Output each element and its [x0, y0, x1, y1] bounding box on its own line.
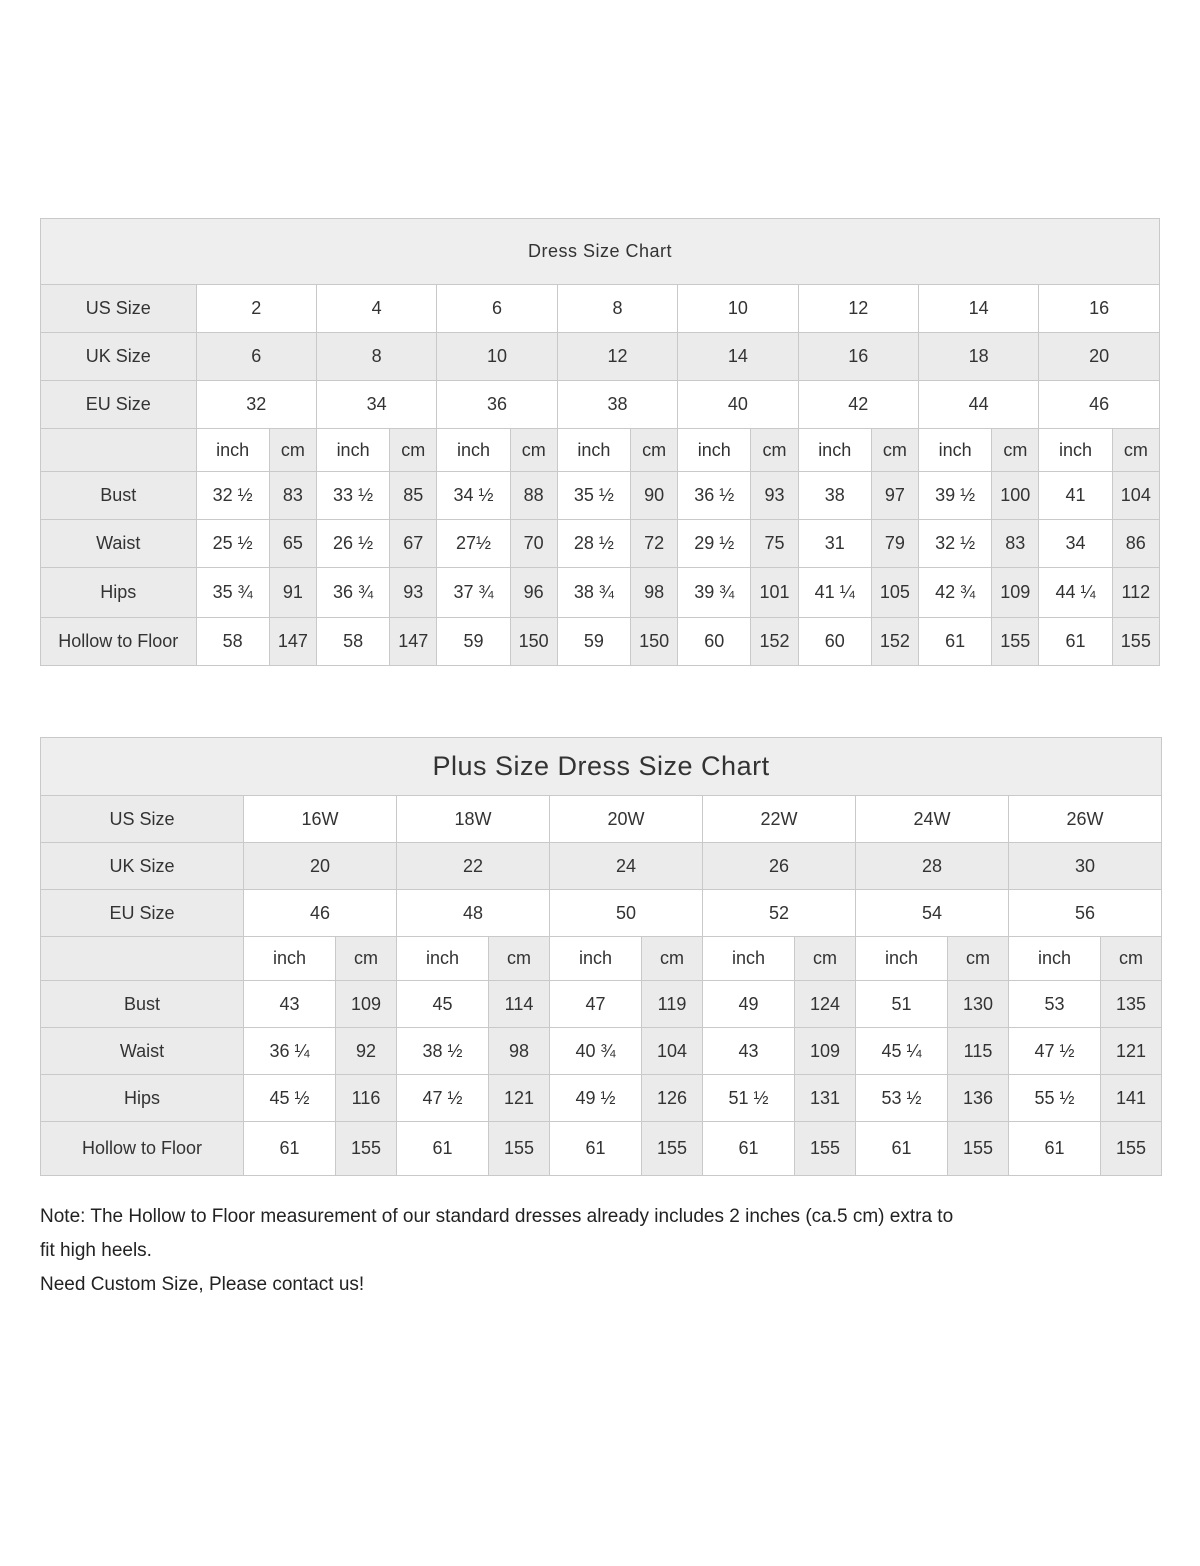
- row-label-hollow: Hollow to Floor: [41, 618, 197, 666]
- hollow-inch-value: 60: [798, 618, 871, 666]
- hollow-cm-value: 155: [336, 1122, 397, 1176]
- unit-cm-label: cm: [489, 937, 550, 981]
- bust-cm-value: 100: [992, 472, 1039, 520]
- waist-inch-value: 40 ¾: [550, 1028, 642, 1075]
- row-label-eu: EU Size: [41, 890, 244, 937]
- waist-inch-value: 43: [703, 1028, 795, 1075]
- uk-size-value: 6: [196, 333, 316, 381]
- waist-cm-value: 67: [390, 520, 437, 568]
- unit-cm-label: cm: [871, 429, 918, 472]
- unit-inch-label: inch: [397, 937, 489, 981]
- bust-cm-value: 114: [489, 981, 550, 1028]
- hips-inch-value: 49 ½: [550, 1075, 642, 1122]
- eu-size-value: 46: [1039, 381, 1160, 429]
- bust-inch-value: 47: [550, 981, 642, 1028]
- row-label-hips: Hips: [41, 1075, 244, 1122]
- waist-cm-value: 92: [336, 1028, 397, 1075]
- uk-size-value: 14: [678, 333, 798, 381]
- unit-inch-label: inch: [798, 429, 871, 472]
- hollow-cm-value: 155: [1112, 618, 1159, 666]
- uk-size-value: 24: [550, 843, 703, 890]
- bust-inch-value: 51: [856, 981, 948, 1028]
- unit-inch-label: inch: [557, 429, 630, 472]
- row-label-eu: EU Size: [41, 381, 197, 429]
- row-label-hips: Hips: [41, 568, 197, 618]
- waist-cm-value: 70: [510, 520, 557, 568]
- uk-size-value: 30: [1009, 843, 1162, 890]
- us-size-value: 12: [798, 285, 918, 333]
- eu-size-value: 46: [244, 890, 397, 937]
- hips-inch-value: 51 ½: [703, 1075, 795, 1122]
- row-label-bust: Bust: [41, 981, 244, 1028]
- unit-cm-label: cm: [992, 429, 1039, 472]
- uk-size-value: 16: [798, 333, 918, 381]
- us-size-value: 16W: [244, 796, 397, 843]
- eu-size-value: 36: [437, 381, 557, 429]
- unit-inch-label: inch: [1009, 937, 1101, 981]
- hips-cm-value: 98: [631, 568, 678, 618]
- unit-inch-label: inch: [1039, 429, 1112, 472]
- chart-title: Dress Size Chart: [41, 219, 1160, 285]
- hips-inch-value: 38 ¾: [557, 568, 630, 618]
- waist-inch-value: 38 ½: [397, 1028, 489, 1075]
- hollow-cm-value: 155: [795, 1122, 856, 1176]
- waist-inch-value: 31: [798, 520, 871, 568]
- uk-size-value: 28: [856, 843, 1009, 890]
- bust-inch-value: 49: [703, 981, 795, 1028]
- unit-cm-label: cm: [510, 429, 557, 472]
- hips-cm-value: 141: [1101, 1075, 1162, 1122]
- hips-inch-value: 39 ¾: [678, 568, 751, 618]
- notes-section: [40, 1200, 1160, 1302]
- us-size-value: 14: [918, 285, 1038, 333]
- unit-cm-label: cm: [751, 429, 798, 472]
- uk-size-value: 22: [397, 843, 550, 890]
- hips-cm-value: 93: [390, 568, 437, 618]
- hollow-cm-value: 155: [1101, 1122, 1162, 1176]
- hollow-cm-value: 152: [871, 618, 918, 666]
- waist-inch-value: 28 ½: [557, 520, 630, 568]
- hollow-inch-value: 61: [1039, 618, 1112, 666]
- us-size-value: 22W: [703, 796, 856, 843]
- bust-cm-value: 88: [510, 472, 557, 520]
- unit-cm-label: cm: [948, 937, 1009, 981]
- bust-inch-value: 36 ½: [678, 472, 751, 520]
- us-size-value: 16: [1039, 285, 1160, 333]
- hips-cm-value: 126: [642, 1075, 703, 1122]
- unit-cm-label: cm: [1101, 937, 1162, 981]
- hips-inch-value: 44 ¼: [1039, 568, 1112, 618]
- hollow-inch-value: 61: [856, 1122, 948, 1176]
- unit-inch-label: inch: [437, 429, 510, 472]
- uk-size-value: 8: [316, 333, 436, 381]
- waist-cm-value: 75: [751, 520, 798, 568]
- bust-inch-value: 53: [1009, 981, 1101, 1028]
- unit-cm-label: cm: [390, 429, 437, 472]
- unit-cm-label: cm: [642, 937, 703, 981]
- unit-inch-label: inch: [244, 937, 336, 981]
- uk-size-value: 18: [918, 333, 1038, 381]
- us-size-value: 6: [437, 285, 557, 333]
- hollow-cm-value: 155: [642, 1122, 703, 1176]
- hips-inch-value: 47 ½: [397, 1075, 489, 1122]
- us-size-value: 26W: [1009, 796, 1162, 843]
- bust-inch-value: 39 ½: [918, 472, 991, 520]
- hollow-cm-value: 152: [751, 618, 798, 666]
- unit-inch-label: inch: [703, 937, 795, 981]
- note-line-custom-size: Need Custom Size, Please contact us!: [40, 1274, 365, 1295]
- unit-cm-label: cm: [336, 937, 397, 981]
- bust-cm-value: 85: [390, 472, 437, 520]
- waist-cm-value: 79: [871, 520, 918, 568]
- hips-inch-value: 36 ¾: [316, 568, 389, 618]
- uk-size-value: 10: [437, 333, 557, 381]
- eu-size-value: 56: [1009, 890, 1162, 937]
- hollow-inch-value: 61: [244, 1122, 336, 1176]
- bust-cm-value: 124: [795, 981, 856, 1028]
- hollow-inch-value: 61: [703, 1122, 795, 1176]
- hollow-cm-value: 147: [269, 618, 316, 666]
- bust-inch-value: 41: [1039, 472, 1112, 520]
- hollow-inch-value: 59: [557, 618, 630, 666]
- row-label-waist: Waist: [41, 1028, 244, 1075]
- waist-inch-value: 32 ½: [918, 520, 991, 568]
- hips-cm-value: 112: [1112, 568, 1159, 618]
- eu-size-value: 48: [397, 890, 550, 937]
- hips-inch-value: 37 ¾: [437, 568, 510, 618]
- waist-cm-value: 86: [1112, 520, 1159, 568]
- waist-cm-value: 83: [992, 520, 1039, 568]
- row-label-us: US Size: [41, 285, 197, 333]
- bust-cm-value: 90: [631, 472, 678, 520]
- waist-inch-value: 45 ¼: [856, 1028, 948, 1075]
- row-label-bust: Bust: [41, 472, 197, 520]
- bust-cm-value: 135: [1101, 981, 1162, 1028]
- eu-size-value: 42: [798, 381, 918, 429]
- hollow-cm-value: 147: [390, 618, 437, 666]
- eu-size-value: 40: [678, 381, 798, 429]
- row-label-uk: UK Size: [41, 843, 244, 890]
- bust-cm-value: 104: [1112, 472, 1159, 520]
- unit-cm-label: cm: [269, 429, 316, 472]
- us-size-value: 2: [196, 285, 316, 333]
- waist-cm-value: 65: [269, 520, 316, 568]
- waist-cm-value: 72: [631, 520, 678, 568]
- us-size-value: 24W: [856, 796, 1009, 843]
- unit-inch-label: inch: [918, 429, 991, 472]
- waist-inch-value: 36 ¼: [244, 1028, 336, 1075]
- unit-inch-label: inch: [550, 937, 642, 981]
- bust-inch-value: 45: [397, 981, 489, 1028]
- unit-cm-label: cm: [631, 429, 678, 472]
- uk-size-value: 20: [244, 843, 397, 890]
- hollow-inch-value: 61: [1009, 1122, 1101, 1176]
- hips-cm-value: 96: [510, 568, 557, 618]
- bust-inch-value: 38: [798, 472, 871, 520]
- waist-inch-value: 26 ½: [316, 520, 389, 568]
- unit-cm-label: cm: [795, 937, 856, 981]
- hollow-cm-value: 155: [948, 1122, 1009, 1176]
- bust-cm-value: 93: [751, 472, 798, 520]
- us-size-value: 20W: [550, 796, 703, 843]
- uk-size-value: 26: [703, 843, 856, 890]
- unit-inch-label: inch: [316, 429, 389, 472]
- hips-cm-value: 109: [992, 568, 1039, 618]
- unit-row-label: [41, 429, 197, 472]
- waist-cm-value: 109: [795, 1028, 856, 1075]
- hollow-inch-value: 58: [196, 618, 269, 666]
- hollow-inch-value: 59: [437, 618, 510, 666]
- eu-size-value: 34: [316, 381, 436, 429]
- hips-cm-value: 91: [269, 568, 316, 618]
- waist-cm-value: 121: [1101, 1028, 1162, 1075]
- hips-inch-value: 53 ½: [856, 1075, 948, 1122]
- unit-inch-label: inch: [678, 429, 751, 472]
- hollow-inch-value: 60: [678, 618, 751, 666]
- unit-row-label: [41, 937, 244, 981]
- eu-size-value: 38: [557, 381, 677, 429]
- hollow-cm-value: 155: [992, 618, 1039, 666]
- eu-size-value: 50: [550, 890, 703, 937]
- bust-inch-value: 33 ½: [316, 472, 389, 520]
- us-size-value: 8: [557, 285, 677, 333]
- hips-cm-value: 131: [795, 1075, 856, 1122]
- plus-size-chart-table: [40, 737, 1162, 1176]
- note-line-high-heels: fit high heels.: [40, 1240, 152, 1261]
- us-size-value: 4: [316, 285, 436, 333]
- standard-size-chart-table: [40, 218, 1160, 666]
- waist-cm-value: 98: [489, 1028, 550, 1075]
- hollow-inch-value: 58: [316, 618, 389, 666]
- row-label-hollow: Hollow to Floor: [41, 1122, 244, 1176]
- hips-cm-value: 101: [751, 568, 798, 618]
- hollow-inch-value: 61: [397, 1122, 489, 1176]
- unit-inch-label: inch: [196, 429, 269, 472]
- hips-inch-value: 55 ½: [1009, 1075, 1101, 1122]
- hips-cm-value: 116: [336, 1075, 397, 1122]
- bust-inch-value: 32 ½: [196, 472, 269, 520]
- hollow-cm-value: 150: [631, 618, 678, 666]
- hips-inch-value: 35 ¾: [196, 568, 269, 618]
- chart-title: Plus Size Dress Size Chart: [41, 738, 1162, 796]
- uk-size-value: 12: [557, 333, 677, 381]
- hollow-cm-value: 155: [489, 1122, 550, 1176]
- unit-inch-label: inch: [856, 937, 948, 981]
- row-label-uk: UK Size: [41, 333, 197, 381]
- hips-cm-value: 105: [871, 568, 918, 618]
- waist-inch-value: 34: [1039, 520, 1112, 568]
- hollow-cm-value: 150: [510, 618, 557, 666]
- bust-cm-value: 119: [642, 981, 703, 1028]
- bust-inch-value: 43: [244, 981, 336, 1028]
- note-line-hollow-to-floor: Note: The Hollow to Floor measurement of our standard dresses already includes 2 inches (ca.5 cm) extra to: [40, 1206, 954, 1227]
- row-label-waist: Waist: [41, 520, 197, 568]
- hollow-inch-value: 61: [918, 618, 991, 666]
- unit-cm-label: cm: [1112, 429, 1159, 472]
- waist-inch-value: 29 ½: [678, 520, 751, 568]
- hips-inch-value: 45 ½: [244, 1075, 336, 1122]
- eu-size-value: 52: [703, 890, 856, 937]
- hollow-inch-value: 61: [550, 1122, 642, 1176]
- eu-size-value: 54: [856, 890, 1009, 937]
- eu-size-value: 32: [196, 381, 316, 429]
- waist-inch-value: 47 ½: [1009, 1028, 1101, 1075]
- bust-cm-value: 97: [871, 472, 918, 520]
- bust-cm-value: 83: [269, 472, 316, 520]
- hips-cm-value: 136: [948, 1075, 1009, 1122]
- bust-cm-value: 130: [948, 981, 1009, 1028]
- bust-cm-value: 109: [336, 981, 397, 1028]
- waist-inch-value: 25 ½: [196, 520, 269, 568]
- eu-size-value: 44: [918, 381, 1038, 429]
- us-size-value: 18W: [397, 796, 550, 843]
- us-size-value: 10: [678, 285, 798, 333]
- hips-inch-value: 42 ¾: [918, 568, 991, 618]
- uk-size-value: 20: [1039, 333, 1160, 381]
- hips-cm-value: 121: [489, 1075, 550, 1122]
- waist-inch-value: 27½: [437, 520, 510, 568]
- row-label-us: US Size: [41, 796, 244, 843]
- waist-cm-value: 115: [948, 1028, 1009, 1075]
- bust-inch-value: 34 ½: [437, 472, 510, 520]
- waist-cm-value: 104: [642, 1028, 703, 1075]
- hips-inch-value: 41 ¼: [798, 568, 871, 618]
- bust-inch-value: 35 ½: [557, 472, 630, 520]
